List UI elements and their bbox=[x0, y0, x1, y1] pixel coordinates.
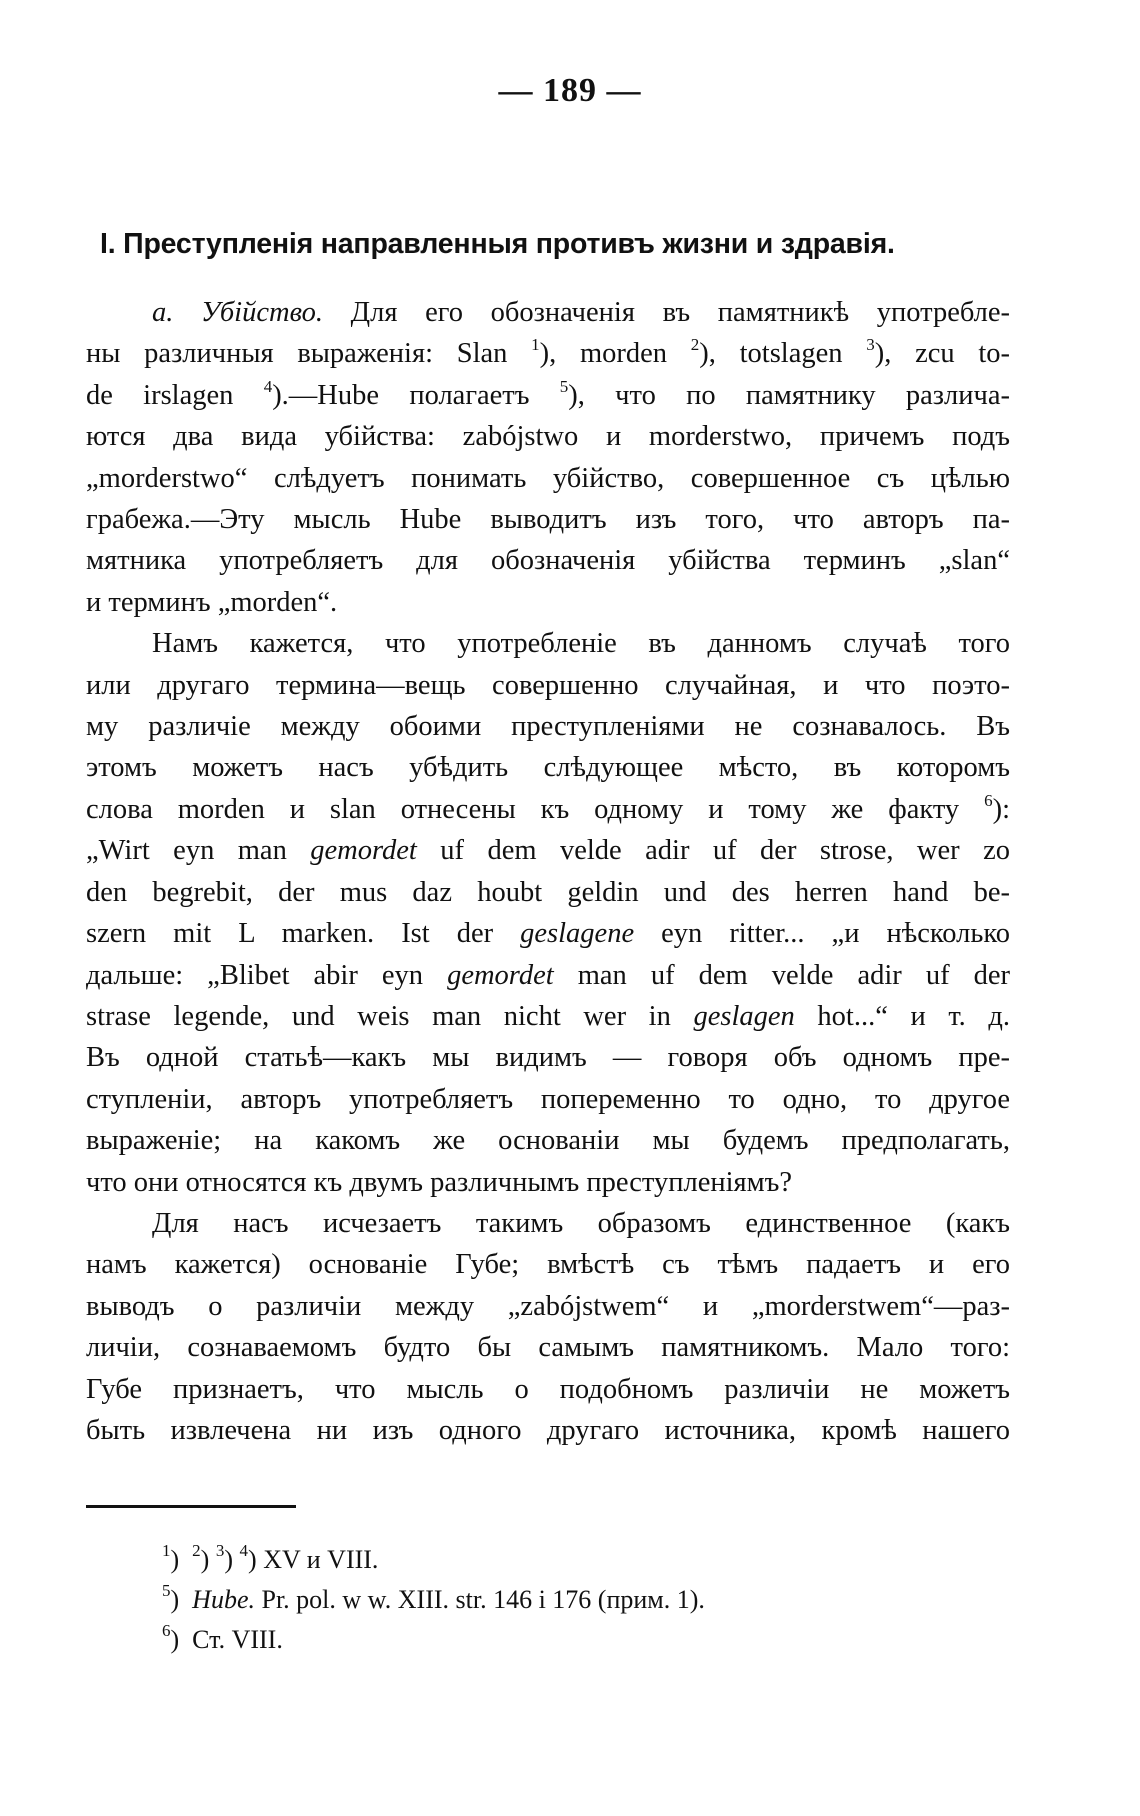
paragraph-2-line-6 bbox=[86, 830, 1010, 871]
text-span: дальше: „Blibet abir eyn bbox=[86, 959, 424, 991]
footnote-3: $^6$) Ст. VIII. bbox=[162, 1621, 283, 1654]
paragraph-3-line-6: быть извлечена ни изъ одного другаго источника, кромѣ нашего bbox=[86, 1414, 1010, 1446]
text-span: ): bbox=[992, 793, 1010, 825]
footnote-ref: 3 bbox=[866, 335, 875, 355]
paragraph-2-line-8 bbox=[86, 913, 1010, 954]
footnote-ref: 5 bbox=[559, 376, 569, 396]
paragraph-3-line-5: Губе признаетъ, что мысль о подобномъ различіи не можетъ bbox=[86, 1373, 1010, 1405]
paragraph-1-line-4: ются два вида убійства: zabójstwo и morderstwo, причемъ подъ bbox=[86, 421, 1010, 453]
paragraph-1-line-1 bbox=[86, 292, 1010, 333]
text-span: ), что по памятнику различа- bbox=[568, 379, 1010, 411]
paragraph-2-line-14: что они относятся къ двумъ различнымъ преступленіямъ? bbox=[86, 1166, 793, 1198]
italic-term: geslagen bbox=[693, 1000, 795, 1032]
text-span: de irslagen bbox=[86, 379, 234, 411]
italic-term: gemordet bbox=[310, 835, 417, 867]
footnotes bbox=[162, 1540, 1022, 1660]
text-span: uf dem velde adir uf der strose, wer zo bbox=[440, 835, 1010, 867]
text-span: ны различныя выраженія: Slan bbox=[86, 338, 508, 370]
footnote-mark: 6 bbox=[162, 1621, 171, 1640]
paragraph-2-line-3: му различіе между обоими преступленіями не сознавалось. Въ bbox=[86, 711, 1010, 743]
paragraph-2-line-5 bbox=[86, 789, 1010, 830]
paragraph-2-line-10 bbox=[86, 996, 1010, 1037]
footnote-mark: 3 bbox=[215, 1541, 225, 1560]
footnote-text: XV и VIII. bbox=[263, 1545, 379, 1574]
text-span: szern mit L marken. Ist der bbox=[86, 918, 494, 950]
paragraph-1-line-5: „morderstwo“ слѣдуетъ понимать убійство, совершенное съ цѣлью bbox=[86, 462, 1010, 494]
paragraph-2-line-9 bbox=[86, 955, 1010, 996]
paragraph-3-line-2: намъ кажется) основаніе Губе; вмѣстѣ съ тѣмъ падаетъ и его bbox=[86, 1249, 1010, 1281]
paragraph-3-line-4: личіи, сознаваемомъ будто бы самымъ памятникомъ. Мало того: bbox=[86, 1332, 1010, 1364]
footnote-mark: 2 bbox=[192, 1541, 201, 1560]
text-span: ), morden bbox=[539, 338, 668, 370]
footnote-ref: 1 bbox=[531, 335, 540, 355]
italic-term: geslagene bbox=[520, 918, 635, 950]
text-span: ).—Hube полагаетъ bbox=[272, 379, 530, 411]
paragraph-1-line-3 bbox=[86, 375, 1010, 416]
footnote-mark: 4 bbox=[239, 1541, 249, 1560]
section-heading: I. Преступленія направленныя противъ жизни и здравія. bbox=[100, 228, 895, 260]
footnote-ref: 2 bbox=[690, 335, 700, 355]
paragraph-2-line-7: den begrebit, der mus daz houbt geldin und des herren hand be- bbox=[86, 876, 1010, 908]
footnote-ref: 4 bbox=[263, 376, 273, 396]
italic-term: gemordet bbox=[447, 959, 554, 991]
footnote-mark: 1 bbox=[162, 1541, 171, 1560]
paragraph-1-line-8: и терминъ „morden“. bbox=[86, 586, 338, 618]
text-span: strase legende, und weis man nicht wer in bbox=[86, 1000, 671, 1032]
text-span: „Wirt eyn man bbox=[86, 835, 287, 867]
paragraph-2-line-11: Въ одной статьѣ—какъ мы видимъ — говоря объ одномъ пре- bbox=[86, 1042, 1010, 1074]
paragraph-1-line-6: грабежа.—Эту мысль Hube выводитъ изъ того, что авторъ па- bbox=[86, 504, 1010, 536]
paragraph-2-line-4: этомъ можетъ насъ убѣдить слѣдующее мѣсто, въ которомъ bbox=[86, 752, 1010, 784]
text-span: eyn ritter... „и нѣсколько bbox=[661, 918, 1010, 950]
paragraph-1-line-2 bbox=[86, 333, 1010, 374]
subsection-label: a. Убійство. bbox=[152, 297, 323, 328]
paragraph-1-line-7: мятника употребляетъ для обозначенія убійства терминъ „slan“ bbox=[86, 545, 1010, 577]
footnote-text: Pr. pol. w w. XIII. str. 146 i 176 (прим. 1). bbox=[261, 1585, 705, 1614]
paragraph-3-line-1: Для насъ исчезаетъ такимъ образомъ единственное (какъ bbox=[152, 1207, 1010, 1239]
footnote-ref: 6 bbox=[984, 790, 993, 810]
paragraph-2-line-2: или другаго термина—вещь совершенно случайная, и что поэто- bbox=[86, 669, 1010, 701]
footnote-author: Hube. bbox=[192, 1585, 255, 1614]
text-span: ), zcu to- bbox=[874, 338, 1011, 370]
text-span: слова morden и slan отнесены къ одному и тому же факту bbox=[86, 793, 960, 825]
text-span: Для его обозначенія въ памятникѣ употребле- bbox=[350, 297, 1011, 328]
paragraph-2-line-12: ступленіи, авторъ употребляетъ попеременно то одно, то другое bbox=[86, 1083, 1010, 1115]
footnote-1: $^1$) $^2$) $^3$) $^4$) XV и VIII. bbox=[162, 1541, 379, 1574]
body-text bbox=[86, 292, 1010, 1451]
page-number: — 189 — bbox=[498, 72, 642, 109]
paragraph-2-line-13: выраженіе; на какомъ же основаніи мы будемъ предполагать, bbox=[86, 1125, 1010, 1157]
text-span: man uf dem velde adir uf der bbox=[577, 959, 1010, 991]
paragraph-2-line-1: Намъ кажется, что употребленіе въ данномъ случаѣ того bbox=[152, 628, 1010, 660]
paragraph-3-line-3: выводъ о различіи между „zabójstwem“ и „morderstwem“—раз- bbox=[86, 1290, 1010, 1322]
text-span: hot...“ и т. д. bbox=[817, 1000, 1011, 1032]
footnote-mark: 5 bbox=[162, 1581, 171, 1600]
footnote-2: $^5$) Hube. Pr. pol. w w. XIII. str. 146 i 176 (прим. 1). bbox=[162, 1581, 705, 1614]
footnote-text: Ст. VIII. bbox=[192, 1625, 283, 1654]
text-span: ), totslagen bbox=[699, 338, 843, 370]
footnote-divider bbox=[86, 1505, 296, 1508]
